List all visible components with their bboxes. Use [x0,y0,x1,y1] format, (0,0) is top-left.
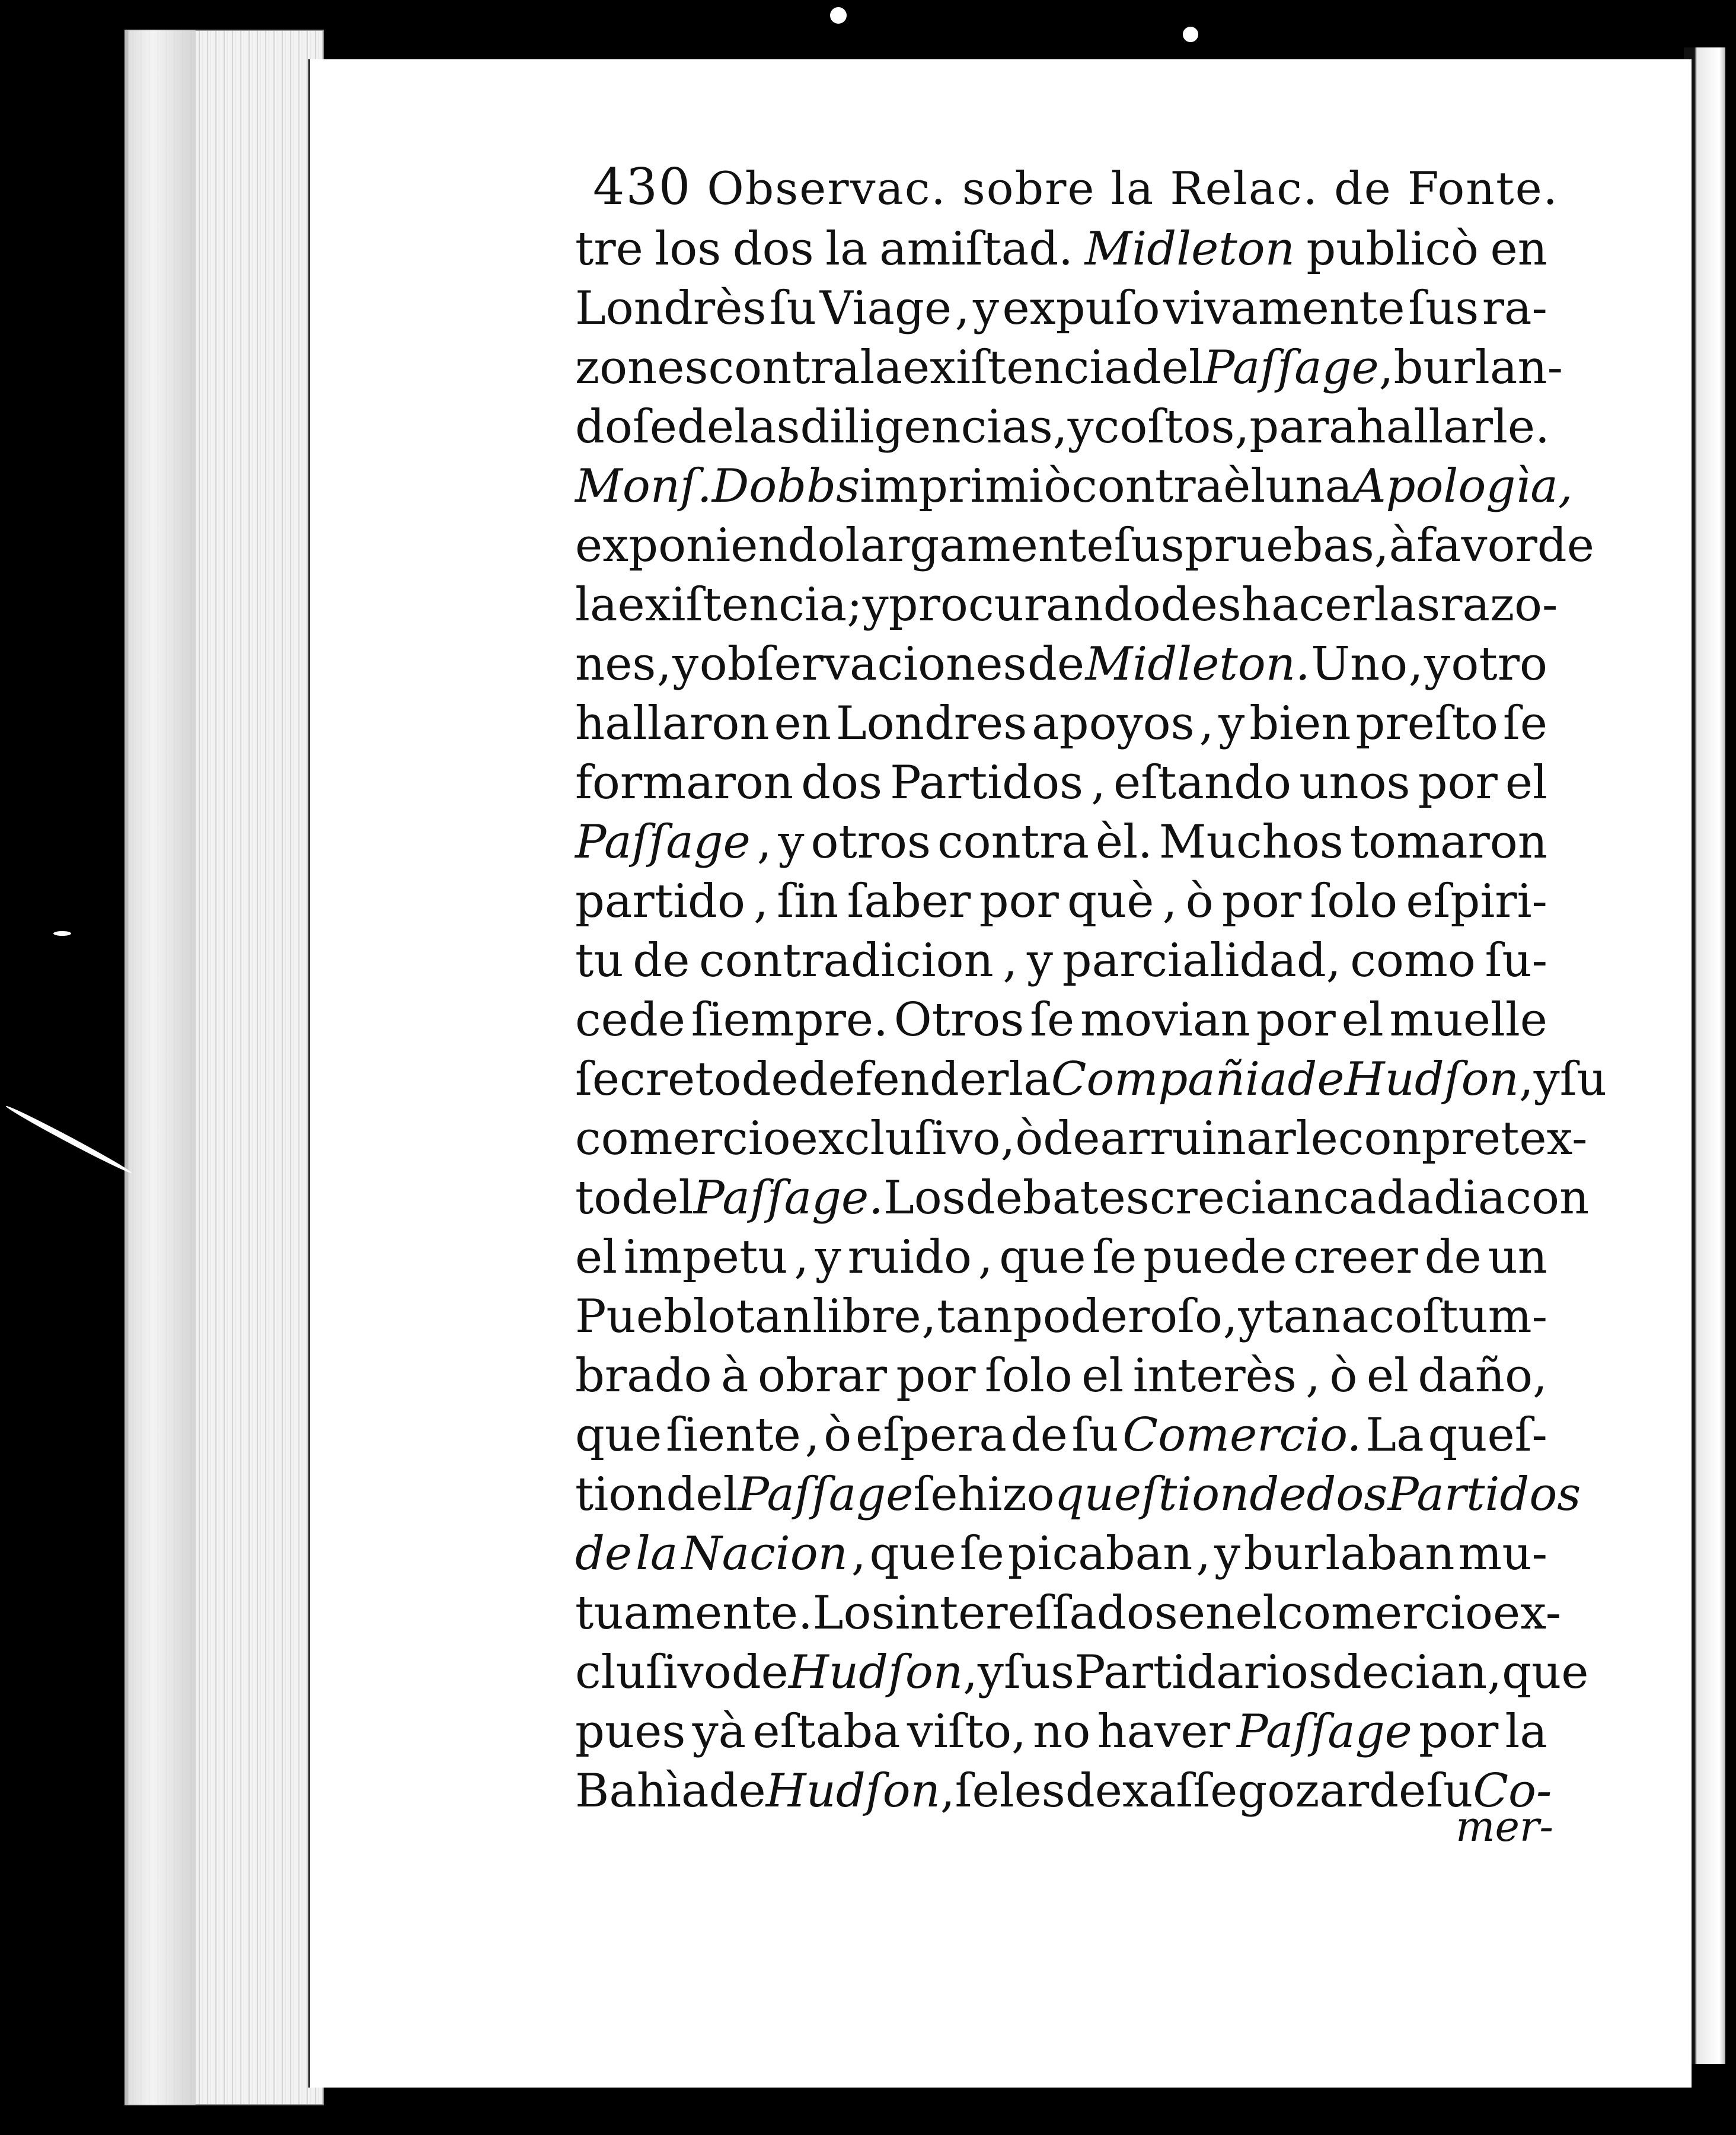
word: tu [575,934,624,987]
word: pues [575,1705,686,1758]
word: hallarle. [1356,400,1550,454]
word: acoſtum- [1341,1290,1547,1343]
word: ò [824,1409,852,1462]
word: eſpera [855,1409,1007,1462]
word: , [1378,341,1394,394]
text-line [575,516,1594,575]
word: interès [1132,1349,1297,1403]
word: expuſo [1002,282,1160,335]
word: Pueblo [575,1290,736,1343]
word: defender [798,1053,1009,1106]
word: mu- [1458,1527,1547,1580]
word: ò [1015,1112,1043,1165]
word: otros [810,815,931,869]
word: picaban [1007,1527,1193,1580]
text-line [575,219,1547,279]
catchword: mer- [1456,1802,1553,1851]
word: Compañia [1051,1053,1288,1106]
word: ſu [1071,1409,1119,1462]
word: formaron [575,756,794,810]
word: Viage [819,282,952,335]
word: Comercio. [1122,1409,1362,1462]
word: Los [883,1171,966,1225]
word: el [1366,1349,1409,1403]
word: queſ- [1428,1409,1547,1462]
word: otro [1451,638,1547,691]
word: doſe [575,400,677,454]
word: , [1408,638,1424,691]
word: y [778,815,805,869]
word: por [1418,756,1498,810]
word: ſu [1426,1764,1473,1818]
word: del [621,1171,694,1225]
word: ſecreto [575,1053,742,1106]
text-line [575,279,1547,338]
word: excluſivo [790,1112,1001,1165]
word: Paſſage [1203,341,1379,394]
word: ſe [959,1527,1004,1580]
word: una [1265,460,1353,513]
text-line [575,1406,1547,1465]
word: dia [1433,1171,1506,1225]
word: burlaban [1243,1527,1455,1580]
word: el [575,1231,618,1284]
word: ſus [1113,519,1185,572]
word: Los [812,1586,895,1640]
word: ò [1185,875,1214,928]
word: nes [575,638,656,691]
word: dos [1306,1468,1388,1521]
word: , [940,1764,955,1818]
word: la [1505,1705,1547,1758]
word: de [1043,1112,1100,1165]
word: hallaron [575,697,770,750]
word: la [635,1527,678,1580]
word: razo- [1440,578,1558,632]
word: yà [692,1705,746,1758]
word: por [979,875,1059,928]
word: què [1067,875,1154,928]
word: arruinarle [1100,1112,1338,1165]
word: ſus [1003,1646,1075,1699]
word: con [1338,1112,1422,1165]
word: Midleton. [1085,638,1310,691]
word: Paſſage [1237,1705,1412,1758]
word: la [825,222,868,276]
word: Nacion [681,1527,848,1580]
word: en [1177,1586,1236,1640]
word: y [1238,1290,1265,1343]
word: tan [736,1290,812,1343]
book-cover-strip [125,30,196,2105]
word: el [1341,993,1384,1047]
word: un [1488,1231,1547,1284]
text-line [575,753,1547,812]
word: para [1249,400,1357,454]
word: largamente [845,519,1114,572]
word: Apologìa, [1352,460,1573,513]
text-line [575,397,1550,457]
word: movian [1080,993,1250,1047]
word: el [1081,1349,1124,1403]
text-line [575,1109,1588,1168]
word: imprimiò [860,460,1072,513]
scan-speck [1180,24,1201,45]
word: publicò [1306,222,1479,276]
word: procurando [888,578,1161,632]
word: Midleton [1084,222,1295,276]
word: favor [1416,519,1537,572]
word: de [1369,1764,1427,1818]
word: èl [1223,460,1266,513]
word: exponiendo [575,519,845,572]
word: cede [575,993,685,1047]
word: Hudſon [1344,1053,1519,1106]
word: Londres [835,697,1027,750]
word: de [633,934,690,987]
word: que [999,1231,1086,1284]
word: , [1052,400,1068,454]
word: ſiente [666,1409,801,1462]
word: del [666,1468,738,1521]
word: contradicion [699,934,994,987]
text-line [575,1168,1590,1228]
word: puede [1143,1231,1287,1284]
word: ſiempre. [691,993,888,1047]
word: Partidos [1387,1468,1581,1521]
word: Muchos [1159,815,1344,869]
word: que [1502,1646,1589,1699]
word: ò [1329,1349,1358,1403]
text-line [575,1287,1547,1346]
word: tion [575,1468,666,1521]
word: , [963,1646,978,1699]
word: del [1131,341,1204,394]
word: ſe [1030,993,1075,1047]
word: , [1374,519,1389,572]
word: de [1287,1053,1345,1106]
word: y [1533,1053,1560,1106]
word: les [999,1764,1065,1818]
word: de [1010,1409,1068,1462]
word: , [794,1231,809,1284]
word: y [1218,697,1245,750]
word: diligencias [800,400,1053,454]
word: zones [575,341,709,394]
word: exiſtencia [902,341,1132,394]
word: el [1505,756,1547,810]
word: comercio [575,1112,791,1165]
word: deshacer [1160,578,1374,632]
word: y [815,1231,841,1284]
word: , [1003,934,1018,987]
word: de [1249,1468,1307,1521]
word: ſus [1408,282,1479,335]
text-line [575,1761,1552,1821]
text-line [575,1465,1581,1524]
text-line [575,931,1547,990]
word: poderoſo [1013,1290,1223,1343]
word: de [709,1764,766,1818]
word: ſe [913,1468,958,1521]
word: ſu [1559,1053,1607,1106]
word: como [1350,934,1476,987]
word: de [1027,638,1085,691]
word: Co- [1473,1764,1552,1818]
text-line [575,872,1547,931]
word: de [575,1527,633,1580]
word: y [1214,1527,1241,1580]
word: debates [965,1171,1150,1225]
word: en [1490,222,1547,276]
word: los [655,222,722,276]
word: , [1518,1053,1534,1106]
word: , [1162,875,1177,928]
word: ſe [1502,697,1547,750]
text-line [575,1050,1607,1109]
word: en [774,697,831,750]
word: Otros [893,993,1025,1047]
word: coſtos [1093,400,1235,454]
word: las [1374,578,1441,632]
word: obrar [757,1349,887,1403]
word: , [1091,756,1106,810]
word: eſtando [1113,756,1292,810]
word: por [896,1349,976,1403]
word: dos [801,756,883,810]
text-line [575,990,1547,1050]
word: , [805,1409,820,1462]
word: parcialidad, [1062,934,1341,987]
word: Hudſon [765,1764,940,1818]
word: tre [575,222,643,276]
word: de [676,400,735,454]
body-text [575,219,1607,1821]
word: , [1306,1349,1321,1403]
word: y [972,282,999,335]
word: libre [812,1290,921,1343]
word: à [721,1349,749,1403]
word: y [977,1646,1004,1699]
text-line [575,635,1547,694]
word: daño, [1418,1349,1547,1403]
word: Paſſage [575,815,751,869]
word: amiſtad. [879,222,1073,276]
word: tuamente. [575,1586,813,1640]
word: cluſivo [575,1646,732,1699]
word: , [1000,1112,1016,1165]
word: comercio [1277,1586,1494,1640]
word: contra [937,815,1089,869]
word: hizo [958,1468,1055,1521]
word: ſaber [847,875,971,928]
scan-speck [53,931,71,936]
word: , [955,282,970,335]
word: contra [708,341,860,394]
word: , [656,638,672,691]
word: y [1424,638,1450,691]
text-line [575,1346,1547,1406]
word: Paſſage. [693,1171,883,1225]
word: burlan- [1393,341,1563,394]
word: , [921,1290,937,1343]
word: Partidarios [1074,1646,1332,1699]
text-line [575,457,1573,516]
word: ſolo [1310,875,1398,928]
word: la [1009,1053,1051,1106]
word: la [860,341,902,394]
word: Monſ. [575,460,712,513]
word: de [731,1646,789,1699]
word: muelle [1389,993,1547,1047]
word: crecian [1149,1171,1323,1225]
word: de [1424,1231,1482,1284]
word: Bahìa [575,1764,709,1818]
scan-speck [830,7,847,24]
word: Paſſage [738,1468,914,1521]
word: la [575,578,618,632]
word: y [1067,400,1094,454]
word: y [862,578,889,632]
word: que [575,1409,662,1462]
word: La [1365,1409,1424,1462]
running-head-title: Observac. sobre la Relac. de Fonte. [707,162,1559,215]
word: Partidos [890,756,1084,810]
word: Uno [1311,638,1408,691]
word: , [1196,1527,1211,1580]
text-line [575,1643,1589,1702]
word: por [1221,875,1302,928]
text-line [575,575,1558,635]
word: de [741,1053,799,1106]
text-line [575,694,1547,753]
word: , [754,875,768,928]
word: viſto, [907,1705,1026,1758]
word: pruebas [1184,519,1374,572]
page-number: 430 [593,158,692,216]
word: bien [1249,697,1351,750]
word: eſtaba [752,1705,901,1758]
word: , [1223,1290,1238,1343]
word: ſe [1092,1231,1137,1284]
word: , [851,1527,866,1580]
word: Londrès [575,282,767,335]
text-line [575,1702,1547,1761]
word: ſe [955,1764,1000,1818]
word: Dobbs [711,460,860,513]
word: tan [1265,1290,1341,1343]
word: decian [1332,1646,1488,1699]
word: con [1505,1171,1590,1225]
word: contra [1071,460,1224,513]
word: , [1199,697,1214,750]
word: obſervaciones [699,638,1027,691]
word: pretex- [1421,1112,1588,1165]
text-line [575,1524,1547,1583]
word: ex- [1493,1586,1562,1640]
word: ſu [769,282,817,335]
word: brado [575,1349,712,1403]
word: , [757,815,772,869]
word: por [1419,1705,1499,1758]
word: partido [575,875,745,928]
word: por [1256,993,1336,1047]
word: apoyos [1032,697,1195,750]
word: que [869,1527,956,1580]
word: no [1033,1705,1091,1758]
word: to [575,1171,622,1225]
text-line [575,812,1547,872]
word: eſpiri- [1406,875,1547,928]
word: vivamente [1163,282,1405,335]
word: exiſtencia [617,578,847,632]
word: y [1026,934,1053,987]
word: queſtion [1054,1468,1250,1521]
word: à [1389,519,1417,572]
word: preſto [1355,697,1498,750]
word: gozar [1237,1764,1370,1818]
word: ſolo [984,1349,1073,1403]
word: dos [732,222,814,276]
word: ſu- [1485,934,1547,987]
word: , [1487,1646,1502,1699]
word: ruido [847,1231,972,1284]
word: , [1234,400,1250,454]
text-line [575,338,1563,397]
word: de [1537,519,1594,572]
word: las [734,400,800,454]
word: tomaron [1349,815,1547,869]
word: haver [1097,1705,1230,1758]
word: impetu [623,1231,788,1284]
word: èl. [1095,815,1153,869]
word: ; [847,578,863,632]
word: Hudſon [788,1646,963,1699]
word: unos [1299,756,1410,810]
word: ra- [1482,282,1547,335]
text-line [575,1583,1562,1643]
word: el [1235,1586,1278,1640]
text-line [575,1228,1547,1287]
word: , [978,1231,993,1284]
word: creer [1293,1231,1418,1284]
running-head [593,148,1559,225]
word: cada [1323,1171,1434,1225]
word: tan [937,1290,1013,1343]
word: dexaſſe [1065,1764,1238,1818]
word: ſin [777,875,839,928]
word: intereſſados [895,1586,1178,1640]
word: y [672,638,699,691]
